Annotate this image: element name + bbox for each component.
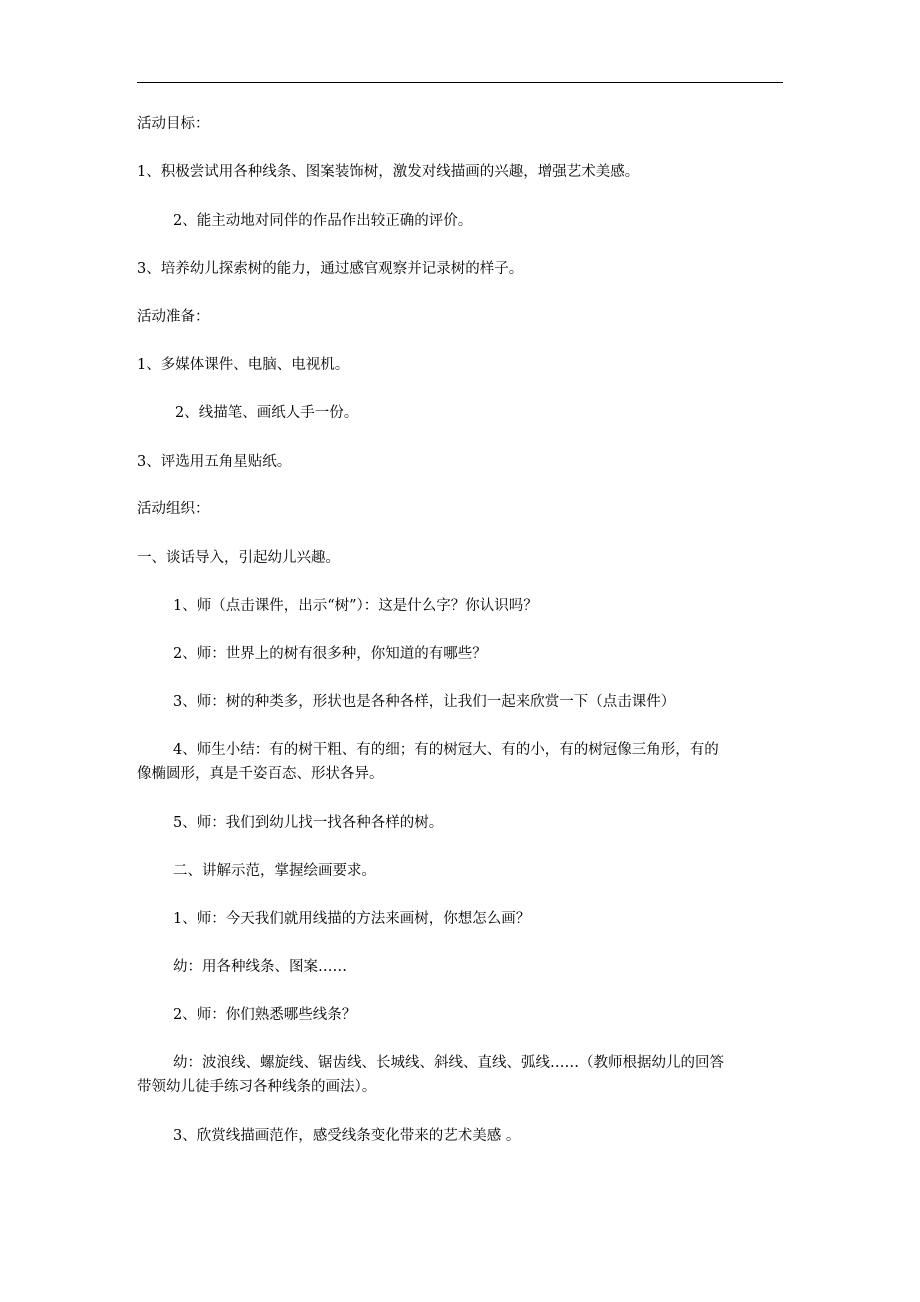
part2-heading: 二、讲解示范，掌握绘画要求。 bbox=[173, 863, 376, 879]
part2-step-2: 2、师：你们熟悉哪些线条？ bbox=[173, 1007, 357, 1023]
prep-item-3: 3、评选用五角星贴纸。 bbox=[137, 454, 292, 470]
goal-heading: 活动目标： bbox=[137, 116, 210, 132]
part2-step-2-reply-line2: 带领幼儿徒手练习各种线条的画法）。 bbox=[137, 1079, 377, 1095]
part2-step-1: 1、师：今天我们就用线描的方法来画树，你想怎么画？ bbox=[173, 911, 531, 927]
goal-item-1: 1、积极尝试用各种线条、图案装饰树，激发对线描画的兴趣，增强艺术美感。 bbox=[137, 164, 640, 180]
goal-item-2: 2、能主动地对同伴的作品作出较正确的评价。 bbox=[173, 213, 473, 229]
prep-item-2: 2、线描笔、画纸人手一份。 bbox=[175, 405, 359, 421]
goal-item-3: 3、培养幼儿探索树的能力，通过感官观察并记录树的样子。 bbox=[137, 261, 524, 277]
prep-heading: 活动准备： bbox=[137, 309, 210, 325]
prep-item-1: 1、多媒体课件、电脑、电视机。 bbox=[137, 357, 350, 373]
part2-step-1-reply: 幼：用各种线条、图案…… bbox=[173, 959, 347, 975]
part1-step-1: 1、师（点击课件，出示“树”）：这是什么字？你认识吗？ bbox=[173, 598, 538, 614]
part1-step-5: 5、师：我们到幼儿找一找各种各样的树。 bbox=[173, 815, 444, 831]
header-rule bbox=[137, 82, 783, 83]
part1-step-2: 2、师：世界上的树有很多种，你知道的有哪些？ bbox=[173, 646, 487, 662]
part2-step-2-reply-line1: 幼：波浪线、螺旋线、锯齿线、长城线、斜线、直线、弧线……（教师根据幼儿的回答 bbox=[173, 1055, 724, 1071]
part1-step-3: 3、师：树的种类多，形状也是各种各样，让我们一起来欣赏一下（点击课件） bbox=[173, 694, 676, 710]
part1-step-4-line1: 4、师生小结：有的树干粗、有的细；有的树冠大、有的小，有的树冠像三角形，有的 bbox=[173, 742, 719, 758]
part1-heading: 一、谈话导入，引起幼儿兴趣。 bbox=[137, 550, 340, 566]
org-heading: 活动组织： bbox=[137, 501, 210, 517]
part2-step-3: 3、欣赏线描画范作，感受线条变化带来的艺术美感 。 bbox=[173, 1128, 521, 1144]
part1-step-4-line2: 像椭圆形，真是千姿百态、形状各异。 bbox=[137, 766, 384, 782]
